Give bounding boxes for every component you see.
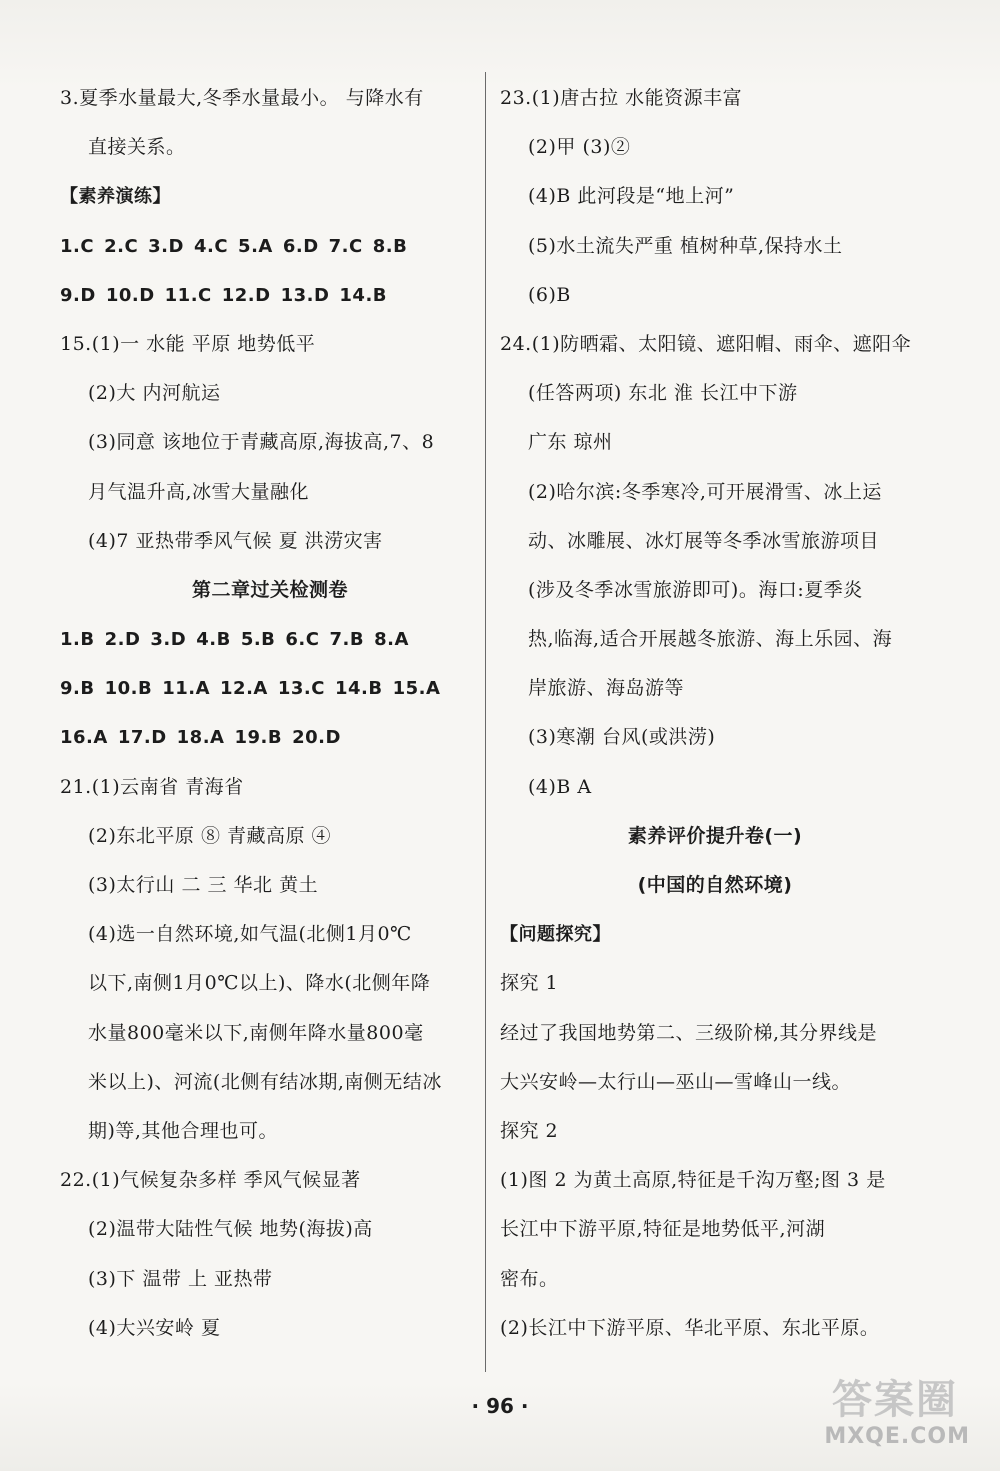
answer-item: 8.B bbox=[372, 235, 408, 257]
answer-line: (2)温带大陆性气候 地势(海拔)高 bbox=[88, 1218, 373, 1241]
answer-line: (5)水土流失严重 植树种草,保持水土 bbox=[528, 234, 843, 257]
watermark-text-en: MXQE.COM bbox=[824, 1424, 970, 1449]
answer-line: 经过了我国地势第二、三级阶梯,其分界线是 bbox=[500, 1021, 878, 1044]
page-number: · 96 · bbox=[471, 1394, 529, 1418]
answer-item: 7.C bbox=[328, 235, 363, 257]
answer-line: (4)B 此河段是“地上河” bbox=[528, 185, 735, 208]
answer-line: 广东 琼州 bbox=[528, 431, 613, 454]
answer-line: (2)长江中下游平原、华北平原、东北平原。 bbox=[500, 1316, 880, 1339]
answer-line: 期)等,其他合理也可。 bbox=[88, 1119, 278, 1142]
answer-item: 10.D bbox=[105, 284, 155, 306]
answer-row bbox=[60, 664, 480, 713]
answer-line: 月气温升高,冰雪大量融化 bbox=[88, 480, 310, 503]
section-heading: 素养评价提升卷(一) bbox=[627, 824, 803, 847]
answer-line: 24.(1)防晒霜、太阳镜、遮阳帽、雨伞、遮阳伞 bbox=[500, 332, 912, 355]
answer-line: 水量800毫米以下,南侧年降水量800毫 bbox=[88, 1021, 424, 1044]
right-column bbox=[500, 74, 930, 1353]
answer-item: 2.D bbox=[104, 629, 141, 651]
answer-row bbox=[60, 222, 480, 271]
answer-line: 长江中下游平原,特征是地势低平,河湖 bbox=[500, 1218, 826, 1241]
watermark-logo bbox=[806, 1377, 986, 1459]
answer-item: 10.B bbox=[104, 678, 153, 700]
answer-item: 19.B bbox=[234, 727, 283, 749]
answer-item: 9.B bbox=[60, 678, 95, 700]
answer-line: (涉及冬季冰雪旅游即可)。海口:夏季炎 bbox=[528, 578, 863, 601]
answer-line: (4)大兴安岭 夏 bbox=[88, 1316, 221, 1339]
section-heading: (中国的自然环境) bbox=[637, 874, 793, 896]
answer-line: 直接关系。 bbox=[88, 136, 186, 159]
answer-line: (6)B bbox=[528, 283, 571, 306]
answer-item: 6.C bbox=[285, 629, 320, 651]
watermark-text-cn: 答案圈 bbox=[832, 1377, 958, 1423]
answer-line: (4)B A bbox=[528, 775, 592, 798]
answer-item: 11.A bbox=[162, 678, 211, 700]
answer-item: 7.B bbox=[329, 629, 365, 651]
answer-line: 米以上)、河流(北侧有结冰期,南侧无结冰 bbox=[88, 1070, 442, 1093]
answer-line: 22.(1)气候复杂多样 季风气候显著 bbox=[60, 1169, 361, 1192]
answer-line: 动、冰雕展、冰灯展等冬季冰雪旅游项目 bbox=[528, 529, 880, 552]
answer-line: 探究 2 bbox=[500, 1119, 559, 1142]
answer-line: 3.夏季水量最大,冬季水量最小。 与降水有 bbox=[60, 87, 424, 109]
answer-item: 12.D bbox=[221, 284, 271, 306]
answer-item: 12.A bbox=[220, 678, 268, 700]
answer-item: 15.A bbox=[392, 678, 441, 700]
answer-line: 密布。 bbox=[500, 1267, 559, 1290]
answer-item: 14.B bbox=[334, 678, 383, 700]
answer-item: 18.A bbox=[176, 727, 225, 749]
section-label: 【素养演练】 bbox=[60, 186, 171, 208]
answer-line: (3)寒潮 台风(或洪涝) bbox=[528, 726, 716, 749]
answer-item: 4.C bbox=[193, 235, 229, 257]
answer-row bbox=[60, 615, 480, 664]
answer-item: 5.A bbox=[238, 235, 273, 257]
answer-line: (2)甲 (3)② bbox=[528, 136, 631, 159]
answer-item: 8.A bbox=[374, 629, 409, 651]
answer-item: 3.D bbox=[150, 629, 187, 651]
answer-row bbox=[60, 713, 480, 762]
answer-item: 6.D bbox=[282, 235, 319, 257]
answer-line: (1)图 2 为黄土高原,特征是千沟万壑;图 3 是 bbox=[500, 1169, 886, 1192]
answer-item: 13.C bbox=[277, 678, 325, 700]
answer-item: 20.D bbox=[292, 727, 341, 749]
answer-item: 9.D bbox=[60, 284, 96, 306]
answer-item: 1.B bbox=[60, 629, 95, 651]
answer-item: 1.C bbox=[60, 235, 95, 257]
answer-line: 大兴安岭—太行山—巫山—雪峰山一线。 bbox=[500, 1070, 852, 1093]
answer-item: 17.D bbox=[117, 727, 167, 749]
answer-item: 3.D bbox=[148, 235, 184, 257]
answer-line: 15.(1)一 水能 平原 地势低平 bbox=[60, 332, 316, 355]
answer-item: 14.B bbox=[339, 284, 388, 306]
answer-row bbox=[60, 271, 480, 320]
section-heading: 第二章过关检测卷 bbox=[191, 578, 348, 601]
section-label: 【问题探究】 bbox=[500, 924, 611, 946]
answer-item: 16.A bbox=[60, 727, 108, 749]
answer-line: (2)东北平原 ⑧ 青藏高原 ④ bbox=[88, 824, 332, 847]
answer-line: 21.(1)云南省 青海省 bbox=[60, 775, 244, 798]
answer-line: 岸旅游、海岛游等 bbox=[528, 677, 685, 700]
answer-line: 以下,南侧1月0℃以上)、降水(北侧年降 bbox=[88, 972, 431, 995]
answer-line: (任答两项) 东北 淮 长江中下游 bbox=[528, 382, 798, 405]
answer-line: 23.(1)唐古拉 水能资源丰富 bbox=[500, 87, 743, 109]
answer-line: (3)同意 该地位于青藏高原,海拔高,7、8 bbox=[88, 431, 435, 454]
answer-line: 探究 1 bbox=[500, 972, 559, 995]
answer-line: (4)7 亚热带季风气候 夏 洪涝灾害 bbox=[88, 529, 383, 552]
answer-line: (2)哈尔滨:冬季寒冷,可开展滑雪、冰上运 bbox=[528, 480, 882, 503]
answer-item: 13.D bbox=[280, 284, 330, 306]
column-divider bbox=[485, 72, 486, 1372]
answer-line: (3)太行山 二 三 华北 黄土 bbox=[88, 874, 319, 896]
answer-item: 5.B bbox=[240, 629, 276, 651]
answer-line: (3)下 温带 上 亚热带 bbox=[88, 1267, 273, 1290]
left-column bbox=[60, 74, 480, 1353]
answer-item: 4.B bbox=[196, 629, 231, 651]
answer-line: (2)大 内河航运 bbox=[88, 382, 221, 405]
answer-item: 2.C bbox=[104, 235, 139, 257]
answer-line: (4)选一自然环境,如气温(北侧1月0℃ bbox=[88, 923, 412, 946]
answer-item: 11.C bbox=[164, 284, 212, 306]
answer-line: 热,临海,适合开展越冬旅游、海上乐园、海 bbox=[528, 628, 893, 651]
